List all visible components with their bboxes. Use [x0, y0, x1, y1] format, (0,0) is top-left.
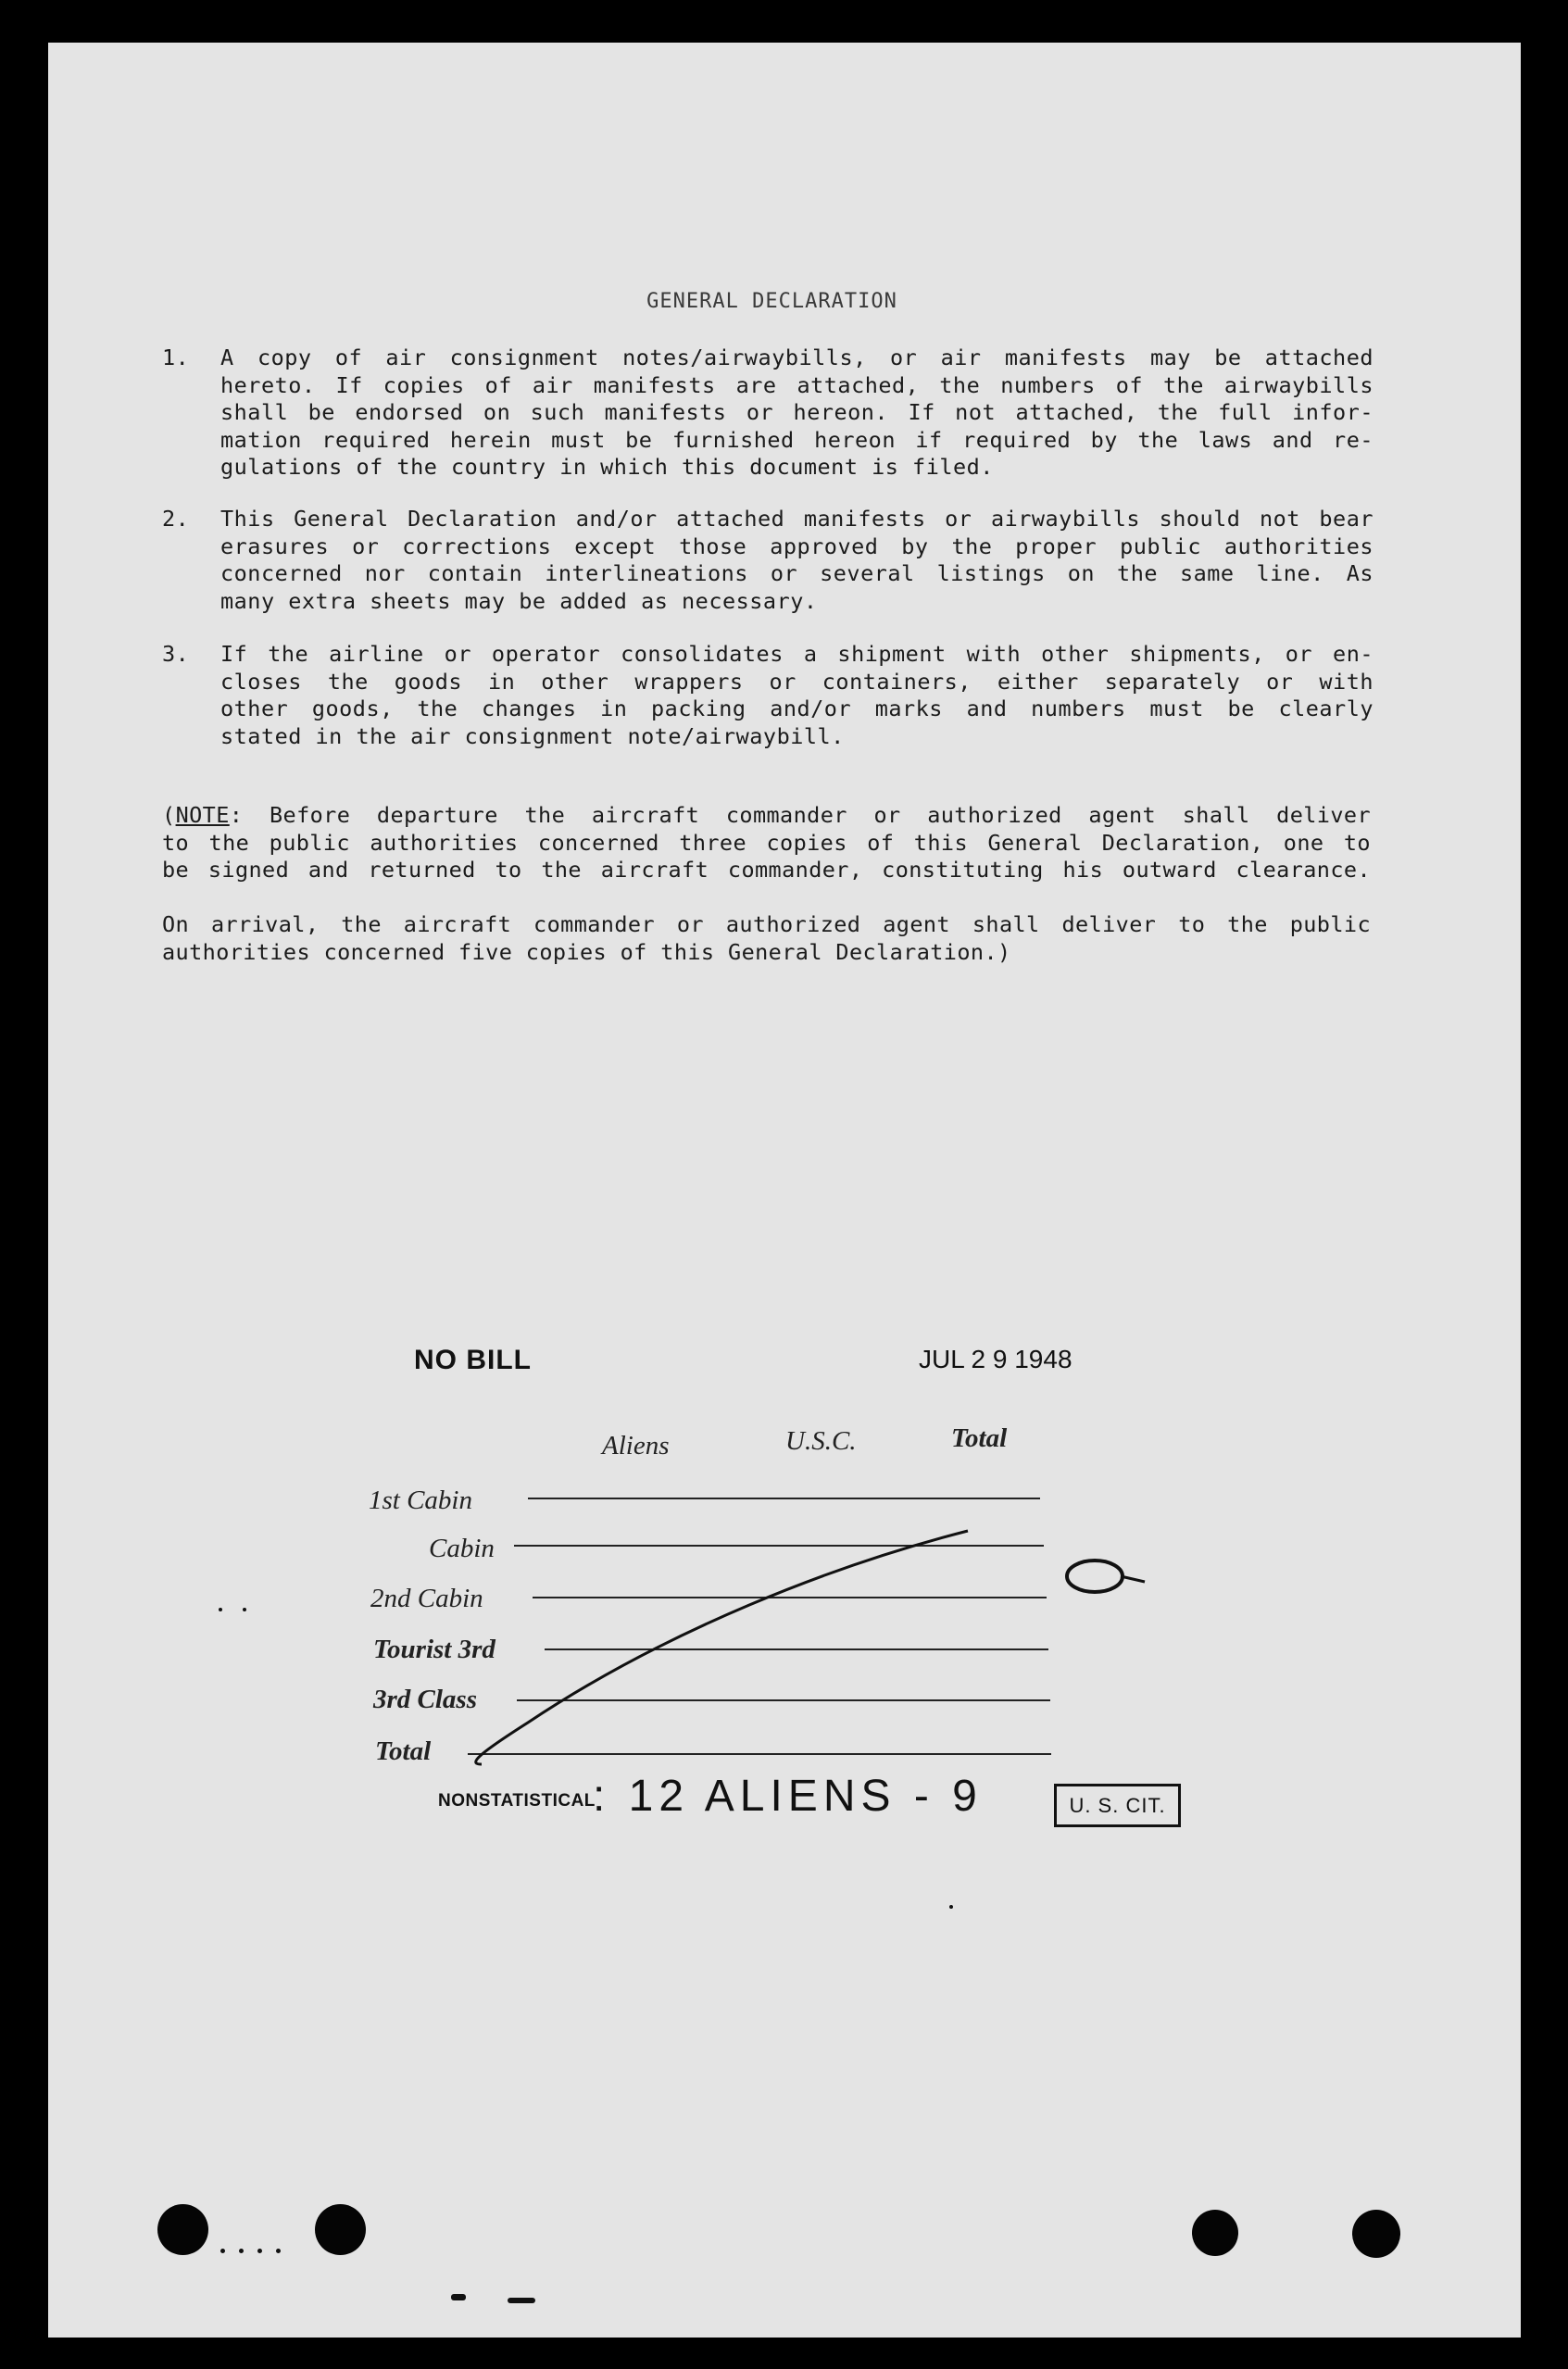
paragraph-line: closes the goods in other wrappers or containers, either separately or with: [220, 668, 1374, 695]
handwritten-alien-count: : 12 ALIENS - 9: [593, 1772, 983, 1821]
paragraph-line: concerned nor contain interlineations or several listings on the same line. As: [220, 560, 1374, 586]
paragraph-line: gulations of the country in which this document is filed.: [220, 454, 994, 480]
note-line: to the public authorities concerned three copies of this General Declaration, one to: [162, 829, 1371, 856]
paragraph-line: shall be endorsed on such manifests or hereon. If not attached, the full infor-: [220, 399, 1374, 425]
speck: [220, 2249, 225, 2253]
note-line: be signed and returned to the aircraft commander, constituting his outward clearance.: [162, 857, 1371, 883]
column-header-aliens: Aliens: [602, 1431, 670, 1460]
speck: [276, 2249, 281, 2253]
note-label: NOTE: [175, 802, 230, 828]
paragraph-line: A copy of air consignment notes/airwaybills, or air manifests may be attached: [220, 345, 1374, 370]
speck: [219, 1608, 222, 1611]
note-line: (NOTE: Before departure the aircraft commander or authorized agent shall deliver: [162, 802, 1371, 828]
paragraph-line: other goods, the changes in packing and/or marks and numbers must be clearly: [220, 696, 1374, 721]
paragraph-line: hereto. If copies of air manifests are attached, the numbers of the airwaybills: [220, 371, 1374, 398]
paragraph-line: erasures or corrections except those approved by the proper public authorities: [220, 533, 1374, 559]
document-title: GENERAL DECLARATION: [646, 290, 897, 313]
column-header-usc: U.S.C.: [785, 1426, 857, 1456]
speck: [508, 2298, 535, 2303]
speck: [239, 2249, 244, 2253]
paragraph-line: This General Declaration and/or attached manifests or airwaybills should not bear: [220, 506, 1374, 532]
punch-hole: [157, 2204, 208, 2255]
note-line: On arrival, the aircraft commander or authorized agent shall deliver to the public: [162, 911, 1371, 937]
speck: [451, 2294, 466, 2300]
row-label-tourist-3rd: Tourist 3rd: [373, 1635, 495, 1664]
paragraph-number: 3.: [162, 641, 190, 667]
paragraph-number: 1.: [162, 345, 190, 370]
punch-hole: [315, 2204, 366, 2255]
punch-hole: [1352, 2210, 1400, 2258]
row-label-2nd-cabin: 2nd Cabin: [370, 1584, 483, 1613]
speck: [243, 1608, 246, 1611]
paragraph-line: stated in the air consignment note/airwaybill.: [220, 722, 845, 749]
paragraph-line: If the airline or operator consolidates a shipment with other shipments, or en-: [220, 641, 1374, 667]
note-line: authorities concerned five copies of this General Declaration.): [162, 938, 1011, 965]
paragraph-line: mation required herein must be furnished hereon if required by the laws and re-: [220, 426, 1374, 453]
speck: [949, 1905, 953, 1909]
paragraph-number: 2.: [162, 506, 190, 532]
row-label-total: Total: [375, 1736, 432, 1766]
paragraph-line: many extra sheets may be added as necessary.: [220, 587, 818, 614]
no-bill-stamp: NO BILL: [414, 1345, 532, 1375]
date-stamp: JUL 2 9 1948: [919, 1345, 1073, 1373]
row-label-3rd-class: 3rd Class: [373, 1685, 478, 1714]
row-label-cabin: Cabin: [429, 1534, 495, 1563]
nonstatistical-stamp: NONSTATISTICAL: [438, 1791, 596, 1811]
us-citizen-stamp: U. S. CIT.: [1054, 1784, 1181, 1827]
speck: [257, 2249, 262, 2253]
row-label-1st-cabin: 1st Cabin: [369, 1485, 472, 1515]
column-header-total: Total: [951, 1423, 1008, 1453]
punch-hole: [1192, 2210, 1238, 2256]
note-text: : Before departure the aircraft commander or authorized agent shall deliver: [229, 802, 1371, 828]
